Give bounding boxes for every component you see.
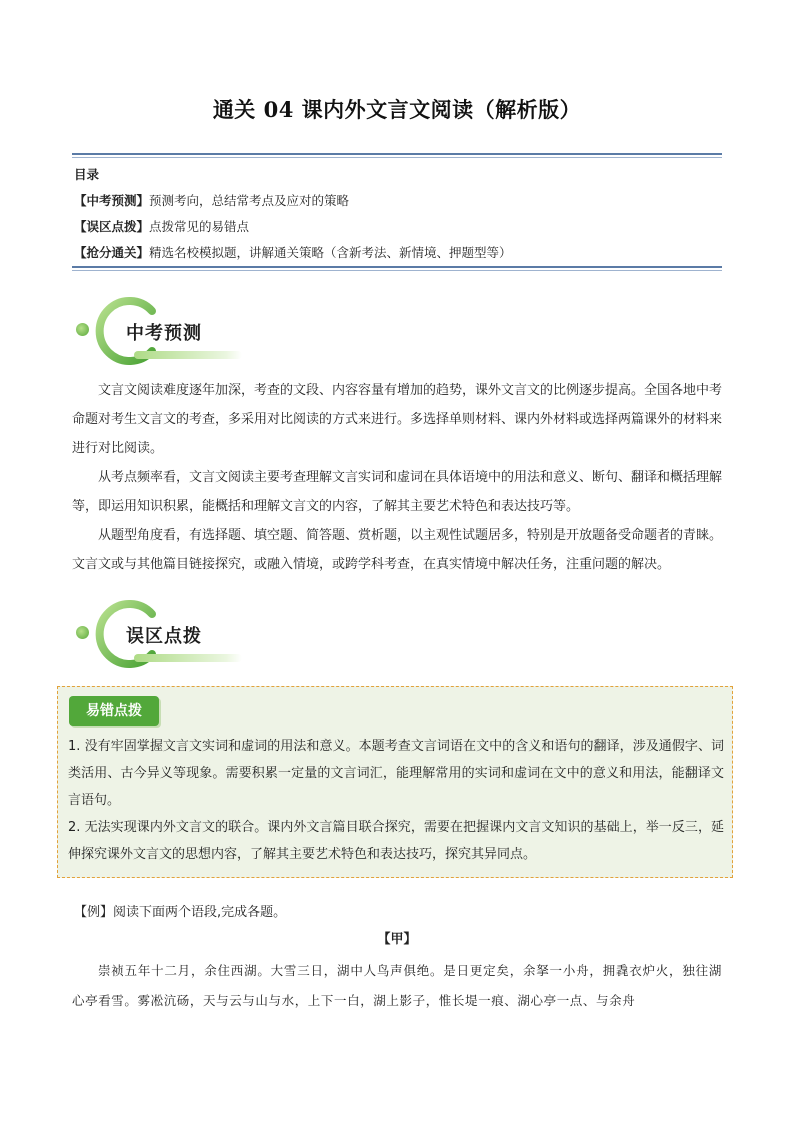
- tip-item: 2. 无法实现课内外文言文的联合。课内外文言篇目联合探究，需要在把握课内文言文知识的基础上，举一反三，延伸探究课外文言文的思想内容，了解其主要艺术特色和表达技巧，探究其异同点。: [68, 820, 724, 862]
- classical-passage: 崇祯五年十二月，余住西湖。大雪三日，湖中人鸟声俱绝。是日更定矣，余拏一小舟，拥毳衣炉火，独往湖心亭看雪。雾凇沆砀，天与云与山与水，上下一白，湖上影子，惟长堤一痕、湖心亭一点、与余舟: [72, 963, 722, 1008]
- green-dot-icon: [76, 323, 89, 336]
- passage-label: 【甲】: [377, 932, 417, 947]
- tips-content: [68, 733, 724, 868]
- toc-item: [74, 188, 724, 214]
- section-title: 中考预测: [126, 323, 202, 344]
- toc-item-tag: 【抢分通关】: [74, 245, 150, 260]
- page-title: 通关 04 课内外文言文阅读（解析版）: [212, 97, 582, 122]
- header-underline: [134, 654, 242, 662]
- toc-item: [74, 214, 724, 240]
- tip-item: 1. 没有牢固掌握文言文实词和虚词的用法和意义。本题考查文言词语在文中的含义和语句的翻译，涉及通假字、词类活用、古今异义等现象。需要积累一定量的文言词汇，能理解常用的实词和虚词在文中的意义和用法，能翻译文言语句。: [68, 739, 724, 808]
- section-header-forecast: [72, 297, 247, 369]
- tips-box: [57, 686, 733, 878]
- paragraph: 文言文阅读难度逐年加深，考查的文段、内容容量有增加的趋势，课外文言文的比例逐步提高。全国各地中考命题对考生文言文的考查，多采用对比阅读的方式来进行。多选择单则材料、课内外材料或选择两篇课外的材料来进行对比阅读。: [72, 383, 723, 456]
- toc-heading: 目录: [74, 167, 100, 182]
- toc-item: [74, 240, 724, 266]
- paragraph: 从题型角度看，有选择题、填空题、简答题、赏析题，以主观性试题居多，特别是开放题备受命题者的青睐。文言文或与其他篇目链接探究，或融入情境，或跨学科考查，在真实情境中解决任务，注重问题的解决。: [72, 528, 723, 572]
- divider-top: [72, 153, 722, 158]
- tips-badge: 易错点拨: [69, 696, 159, 726]
- toc-item-tag: 【误区点拨】: [74, 219, 150, 234]
- header-underline: [134, 351, 242, 359]
- section-title: 误区点拨: [126, 626, 202, 647]
- toc-item-text: 预测考向，总结常考点及应对的策略: [149, 193, 350, 208]
- example-intro: 【例】阅读下面两个语段,完成各题。: [74, 905, 287, 920]
- section-header-pitfalls: [72, 600, 247, 672]
- toc-item-text: 点拨常见的易错点: [149, 219, 250, 234]
- toc-item-text: 精选名校模拟题，讲解通关策略（含新考法、新情境、押题型等）: [149, 245, 512, 260]
- toc-item-tag: 【中考预测】: [74, 193, 150, 208]
- divider-bottom: [72, 266, 722, 271]
- paragraph: 从考点频率看，文言文阅读主要考查理解文言实词和虚词在具体语境中的用法和意义、断句、翻译和概括理解等，即运用知识积累，能概括和理解文言文的内容，了解其主要艺术特色和表达技巧等。: [72, 470, 723, 514]
- green-dot-icon: [76, 626, 89, 639]
- table-of-contents: [74, 165, 724, 266]
